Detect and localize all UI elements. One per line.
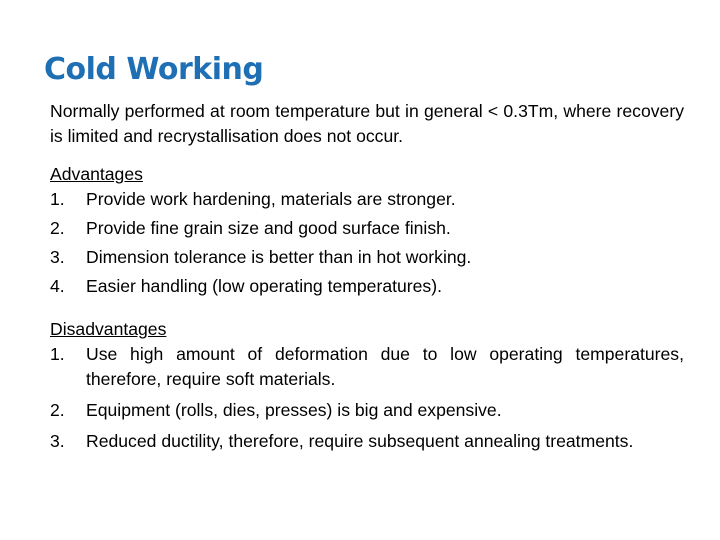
slide-title: Cold Working (44, 52, 264, 87)
item-text: Provide fine grain size and good surface finish. (86, 218, 451, 238)
item-number: 2. (50, 218, 65, 238)
list-item (50, 342, 684, 392)
item-text: Use high amount of deformation due to low operating temperatures, therefore, require soft materials. (86, 344, 684, 389)
advantages-list (50, 187, 684, 299)
disadvantages-heading: Disadvantages (50, 319, 167, 339)
item-text: Reduced ductility, therefore, require subsequent annealing treatments. (86, 431, 634, 451)
list-item (50, 187, 684, 212)
item-number: 1. (50, 344, 65, 364)
item-text: Equipment (rolls, dies, presses) is big and expensive. (86, 400, 502, 420)
list-item (50, 429, 684, 454)
item-number: 1. (50, 189, 65, 209)
advantages-heading: Advantages (50, 164, 143, 184)
list-item (50, 398, 684, 423)
intro-paragraph: Normally performed at room temperature but in general < 0.3Tm, where recovery is limited and recrystallisation does not occur. (50, 101, 684, 146)
list-item (50, 216, 684, 241)
item-number: 3. (50, 247, 65, 267)
item-number: 3. (50, 431, 65, 451)
item-number: 4. (50, 276, 65, 296)
item-text: Easier handling (low operating temperatures). (86, 276, 442, 296)
item-text: Dimension tolerance is better than in hot working. (86, 247, 472, 267)
list-item (50, 274, 684, 299)
slide-body (50, 99, 684, 460)
disadvantages-list (50, 342, 684, 454)
item-number: 2. (50, 400, 65, 420)
list-item (50, 245, 684, 270)
item-text: Provide work hardening, materials are stronger. (86, 189, 456, 209)
